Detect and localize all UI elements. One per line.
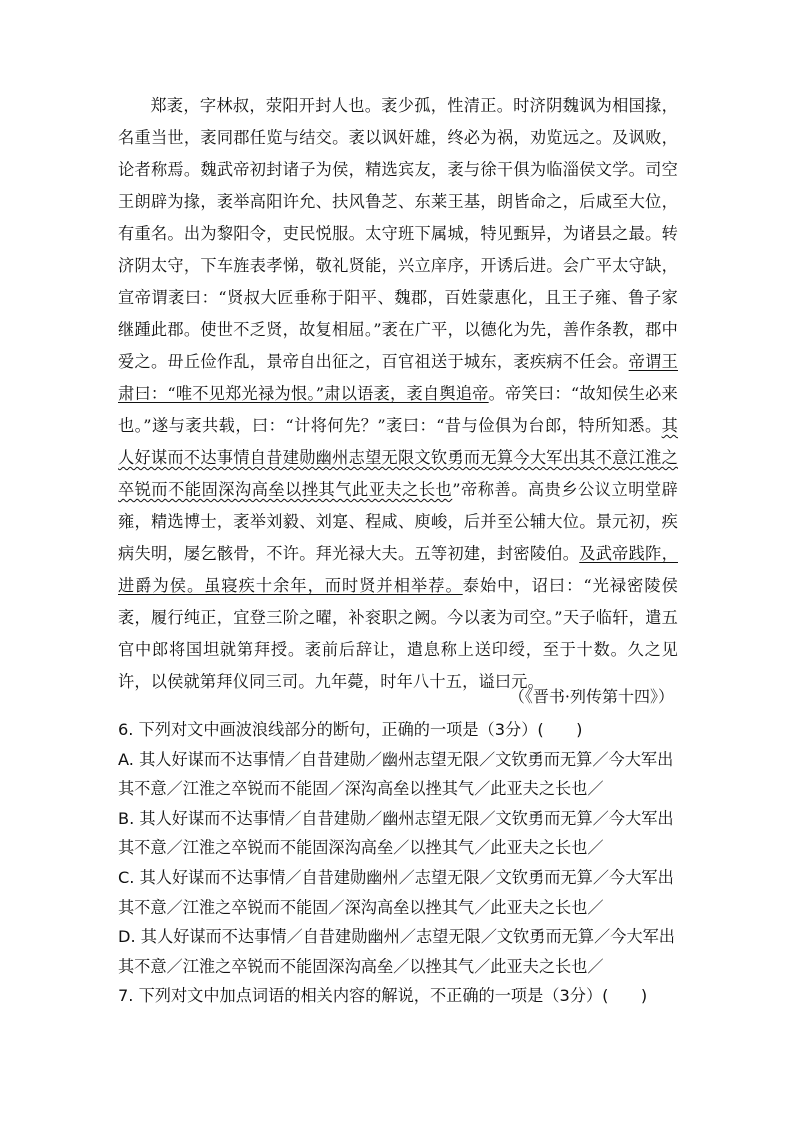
passage-text-2: 。帝笑曰：“故知侯生必来也。”遂与袤共载，曰：“计将何先？”袤曰：“昔与俭俱为台郎，特所知悉。	[118, 384, 678, 435]
question-6: 6. 下列对文中画波浪线部分的断句，正确的一项是（3分）( )	[118, 720, 583, 739]
option-c-line-1: C. 其人好谋而不达事情／自昔建勋幽州／志望无限／文钦勇而无算／今大军出	[118, 867, 674, 887]
question-7: 7. 下列对文中加点词语的相关内容的解说，不正确的一项是（3分）( )	[118, 986, 648, 1006]
option-a-line-1: A. 其人好谋而不达事情／自昔建勋／幽州志望无限／文钦勇而无算／今大军出	[118, 749, 674, 769]
passage-text-3: ”帝称善。高贵乡公议立明堂辟雍，精选博士，袤举刘毅、刘寔、程咸、庾峻，后并至公辅大位。景元初，疾病失明，屡乞骸骨，不许。拜光禄大夫。五等初建，封密陵伯。	[118, 480, 679, 563]
source-citation: （《晋书·列传第十四》）	[508, 687, 674, 706]
option-c-line-2: 其不意／江淮之卒锐而不能固／深沟高垒以挫其气／此亚夫之长也／	[118, 897, 604, 917]
option-b-line-2: 其不意／江淮之卒锐而不能固深沟高垒／以挫其气／此亚夫之长也／	[118, 838, 604, 858]
passage	[118, 90, 678, 698]
questions	[118, 715, 678, 1011]
wavy-underlined-sentence: 其人好谋而不达事情自昔建勋幽州志望无限文钦勇而无算今大军出其不意江淮之卒锐而不能固深沟高垒以挫其气此亚夫之长也	[118, 416, 678, 499]
option-a-line-2: 其不意／江淮之卒锐而不能固／深沟高垒以挫其气／此亚夫之长也／	[118, 779, 604, 799]
option-d-line-2: 其不意／江淮之卒锐而不能固深沟高垒／以挫其气／此亚夫之长也／	[118, 956, 604, 976]
option-b-line-1: B. 其人好谋而不达事情／自昔建勋／幽州志望无限／文钦勇而无算／今大军出	[118, 808, 674, 828]
underlined-sentence-1: 帝谓王肃曰：“唯不见郑光禄为恨。”肃以语袤，袤自舆追帝	[118, 352, 678, 403]
passage-text-4: 泰始中，诏曰：“光禄密陵侯袤，履行纯正，宜登三阶之曜，补衮职之阙。今以袤为司空。”天子临轩，遣五官中郎将国坦就第拜授。袤前后辞让，遣息称上送印绶，至于十数。久之见许，以侯就第拜仪同三司。九年薨，时年八十五，谥曰元。	[118, 576, 678, 691]
passage-text-1: 郑袤，字林叔，荥阳开封人也。袤少孤，性清正。时济阴魏讽为相国掾，名重当世，袤同郡任览与结交。袤以讽奸雄，终必为祸，劝览远之。及讽败，论者称焉。魏武帝初封诸子为侯，精选宾友，袤与徐干俱为临淄侯文学。司空王朗辟为掾，袤举高阳许允、扶风鲁芝、东莱王基，朗皆命之，后咸至大位，有重名。出为黎阳令，吏民悦服。太守班下属城，特见甄异，为诸县之最。转济阴太守，下车旌表孝悌，敬礼贤能，兴立庠序，开诱后进。会广平太守缺，宣帝谓袤曰：“贤叔大匠垂称于阳平、魏郡，百姓蒙惠化，且王子雍、鲁子家继踵此郡。使世不乏贤，故复相屈。”袤在广平，以德化为先，善作条教，郡中爱之。毌丘俭作乱，景帝自出征之，百官祖送于城东，袤疾病不任会。	[118, 96, 678, 371]
option-d-line-1: D. 其人好谋而不达事情／自昔建勋幽州／志望无限／文钦勇而无算／今大军出	[118, 927, 675, 947]
passage-paragraph	[118, 90, 678, 698]
underlined-sentence-2: 及武帝践阼，进爵为侯。虽寝疾十余年，而时贤并相举荐。	[118, 544, 678, 595]
